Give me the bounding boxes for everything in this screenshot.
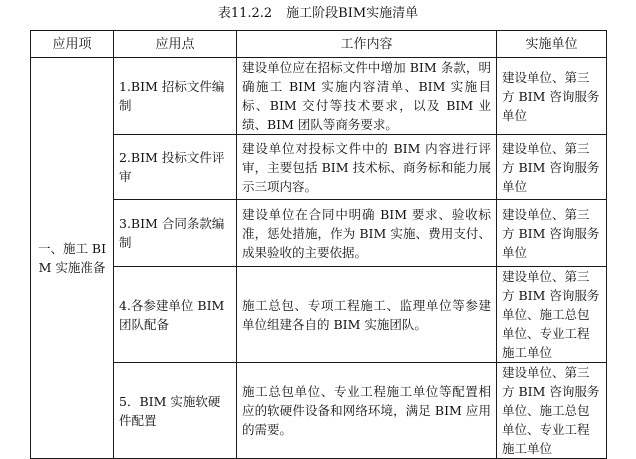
table-row [31,200,607,267]
table-title: 施工阶段BIM实施清单 [286,6,419,21]
header-application-item: 应用项 [31,31,114,58]
table-row [31,267,607,363]
implementing-unit-cell: 建设单位、第三方 BIM 咨询服务单位 [497,58,607,135]
implementing-unit-cell: 建设单位、第三方 BIM 咨询服务单位 [497,135,607,200]
table-row [31,363,607,459]
implementing-unit-cell: 建设单位、第三方 BIM 咨询服务单位、施工总包单位、专业工程施工单位 [497,363,607,459]
header-application-point: 应用点 [114,31,237,58]
header-implementing-unit: 实施单位 [497,31,607,58]
work-content-cell: 建设单位应在招标文件中增加 BIM 条款，明确施工 BIM 实施内容清单、BIM 实施目标、BIM 交付等技术要求，以及 BIM 业绩、BIM 团队等商务要求。 [237,58,497,135]
table-caption [0,5,636,23]
application-point-cell: 4.各参建单位 BIM 团队配备 [114,267,237,363]
header-work-content: 工作内容 [237,31,497,58]
application-point-cell: 3.BIM 合同条款编制 [114,200,237,267]
application-point-cell: 2.BIM 投标文件评审 [114,135,237,200]
table-number: 表11.2.2 [217,6,273,21]
work-content-cell: 施工总包单位、专业工程施工单位等配置相应的软硬件设备和网络环境，满足 BIM 应用的需要。 [237,363,497,459]
application-point-cell: 5．BIM 实施软硬件配置 [114,363,237,459]
application-point-cell: 1.BIM 招标文件编制 [114,58,237,135]
implementing-unit-cell: 建设单位、第三方 BIM 咨询服务单位 [497,200,607,267]
table-row [31,135,607,200]
implementing-unit-cell: 建设单位、第三方 BIM 咨询服务单位、施工总包单位、专业工程施工单位 [497,267,607,363]
work-content-cell: 施工总包、专项工程施工、监理单位等参建单位组建各自的 BIM 实施团队。 [237,267,497,363]
category-cell: 一、施工 BIM 实施准备 [31,58,114,459]
header-row [31,31,607,58]
work-content-cell: 建设单位对投标文件中的 BIM 内容进行评审，主要包括 BIM 技术标、商务标和能力展示三项内容。 [237,135,497,200]
work-content-cell: 建设单位在合同中明确 BIM 要求、验收标准，惩处措施，作为 BIM 实施、费用支付、成果验收的主要依据。 [237,200,497,267]
implementation-table [30,30,607,459]
table-row [31,58,607,135]
